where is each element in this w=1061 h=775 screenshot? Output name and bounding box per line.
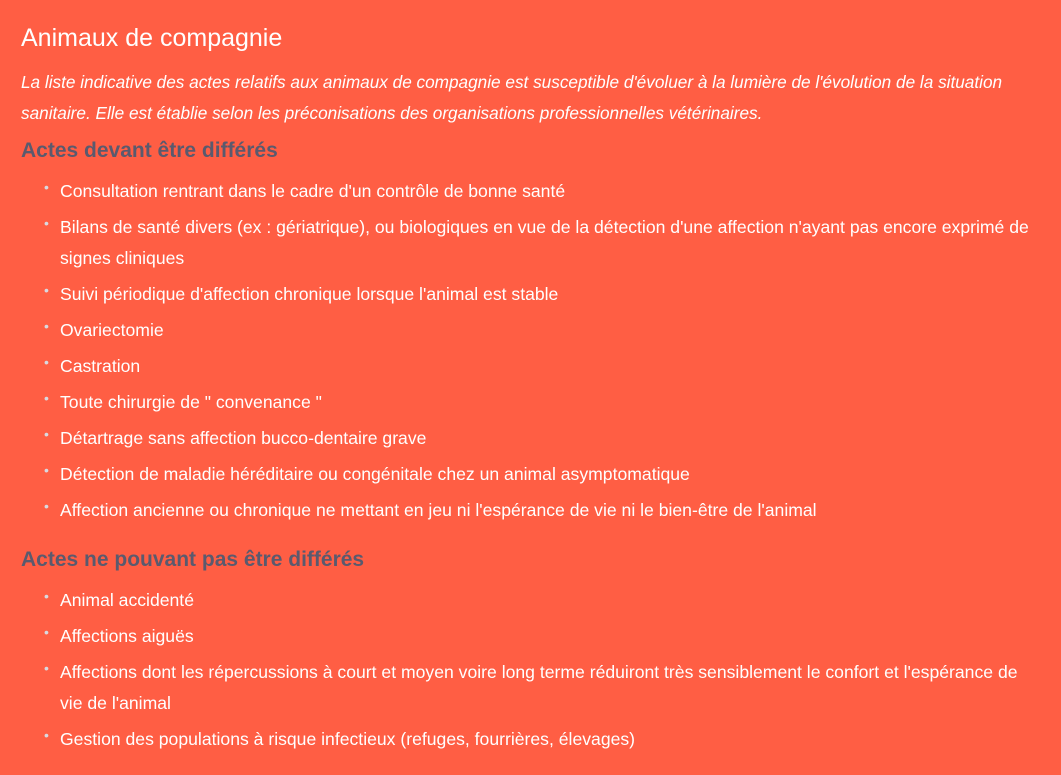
list-item [40, 176, 1041, 207]
deferred-acts-list [21, 176, 1041, 525]
bullet-icon: • [44, 215, 49, 231]
bullet-icon: • [44, 179, 49, 195]
section-deferred-acts [21, 136, 1041, 525]
intro-paragraph: La liste indicative des actes relatifs aux animaux de compagnie est susceptible d'évoluer à la lumière de l'évolution de la situation sanitaire. Elle est établie selon les préconisations des organisations professionnelles vétérinaires. [21, 72, 1003, 123]
bullet-icon: • [44, 281, 49, 298]
section-non-deferrable-acts [21, 545, 1041, 754]
bullet-icon: • [44, 425, 49, 442]
bullet-icon: • [44, 624, 49, 640]
list-item [40, 724, 1041, 755]
list-item-text: Animal accidenté [60, 590, 194, 610]
list-item [40, 387, 1041, 418]
list-item [40, 315, 1041, 346]
list-item-text: Affections aiguës [60, 626, 194, 646]
list-item-text: Consultation rentrant dans le cadre d'un contrôle de bonne santé [60, 181, 566, 201]
list-item-text: Détartrage sans affection bucco-dentaire grave [60, 427, 427, 448]
list-item [40, 459, 1041, 490]
list-item-text: Détection de maladie héréditaire ou congénitale chez un animal asymptomatique [60, 463, 690, 484]
bullet-icon: • [44, 497, 49, 514]
list-item-text: Toute chirurgie de " convenance " [60, 391, 322, 412]
list-item [40, 212, 1041, 273]
list-item-text: Bilans de santé divers (ex : gériatrique), ou biologiques en vue de la détection d'une affection n'ayant pas encore exprimé de signes cliniques [60, 217, 1029, 268]
list-item [40, 423, 1041, 454]
bullet-icon: • [44, 660, 49, 676]
list-item [40, 657, 1041, 718]
list-item-text: Affection ancienne ou chronique ne mettant en jeu ni l'espérance de vie ni le bien-être de l'animal [60, 499, 817, 520]
list-item [40, 351, 1041, 382]
list-item-text: Ovariectomie [60, 319, 164, 340]
bullet-icon: • [44, 353, 49, 370]
section-heading: Actes devant être différés [21, 139, 278, 162]
bullet-icon: • [44, 389, 49, 406]
list-item-text: Affections dont les répercussions à court et moyen voire long terme réduiront très sensiblement le confort et l'espérance de vie de l'animal [60, 662, 1018, 713]
bullet-icon: • [44, 461, 49, 478]
page-title: Animaux de compagnie [21, 24, 283, 52]
list-item-text: Castration [60, 355, 141, 376]
bullet-icon: • [44, 588, 49, 604]
section-heading: Actes ne pouvant pas être différés [21, 548, 365, 571]
list-item [40, 495, 1041, 526]
list-item [40, 279, 1041, 310]
bullet-icon: • [44, 317, 49, 334]
list-item [40, 621, 1041, 652]
non-deferrable-acts-list [21, 585, 1041, 754]
list-item-text: Suivi périodique d'affection chronique lorsque l'animal est stable [60, 283, 559, 304]
list-item [40, 585, 1041, 616]
bullet-icon: • [44, 726, 49, 743]
list-item-text: Gestion des populations à risque infectieux (refuges, fourrières, élevages) [60, 728, 636, 749]
